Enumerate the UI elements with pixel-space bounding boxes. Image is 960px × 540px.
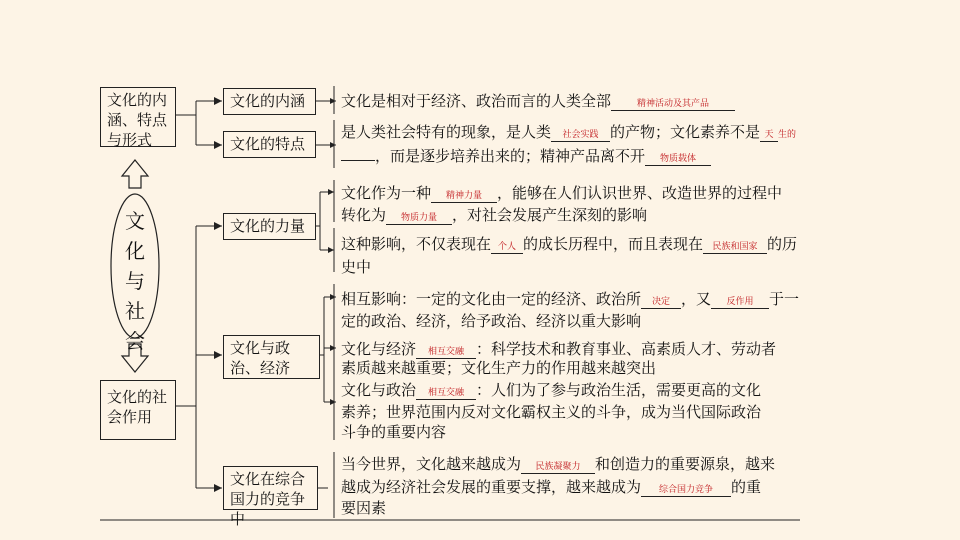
text: 素养；世界范围内反对文化霸权主义的斗争，成为当代国际政治 — [341, 403, 762, 421]
line-1 — [341, 89, 735, 113]
answer-blank: 反作用 — [711, 296, 769, 309]
text: 文化与政治 — [341, 381, 417, 399]
answer-blank: 综合国力竞争 — [641, 484, 731, 497]
line-11 — [341, 356, 656, 380]
branch-jingzheng — [223, 466, 318, 528]
text: 的产物；文化素养不是 — [610, 123, 761, 141]
line-15 — [341, 452, 775, 476]
text: 越成为经济社会发展的重要支撑，越来越成为 — [341, 478, 642, 496]
text: 的重 — [731, 478, 762, 496]
text: 生的 — [778, 130, 797, 140]
text: ：科学技术和教育事业、高素质人才、劳动者 — [476, 340, 777, 358]
text: 定的政治、经济，给予政治、经济以重大影响 — [341, 312, 642, 330]
text: 的成长历程中，而且表现在 — [523, 235, 704, 253]
text: 史中 — [341, 258, 372, 276]
text: 文化作为一种 — [341, 184, 432, 202]
box-content-features-forms — [100, 87, 176, 147]
text: 当今世界，文化越来越成为 — [341, 455, 522, 473]
answer-blank: 决定 — [641, 296, 681, 309]
text: 的历 — [767, 235, 798, 253]
branch-liliang — [223, 213, 316, 240]
text: 斗争的重要内容 — [341, 423, 447, 441]
line-9 — [341, 309, 641, 333]
answer-blank: 精神力量 — [431, 190, 497, 203]
line-2 — [341, 120, 796, 147]
line-3 — [341, 144, 711, 168]
answer-blank: 相互交融 — [416, 346, 476, 359]
branch-zhengzhi-label: 文化与政治、经济 — [230, 339, 291, 377]
answer-blank: 物质力量 — [386, 212, 452, 225]
answer-blank: 社会实践 — [551, 129, 610, 142]
answer-blank: 个人 — [491, 241, 523, 254]
center-title: 文化与社会 — [125, 209, 145, 353]
branch-zhengzhi-jingji — [223, 335, 320, 379]
text: 要因素 — [341, 499, 387, 517]
answer-blank: 天 — [760, 129, 778, 142]
box2-label: 文化的社会作用 — [107, 388, 168, 426]
text: ，能够在人们认识世界、改造世界的过程中 — [497, 184, 783, 202]
answer-blank: 相互交融 — [416, 387, 476, 400]
text: 转化为 — [341, 206, 387, 224]
box-social-role — [100, 380, 176, 440]
text: ：人们为了参与政治生活，需要更高的文化 — [476, 381, 762, 399]
branch-neihan-label: 文化的内涵 — [230, 92, 306, 110]
text: 素质越来越重要；文化生产力的作用越来越突出 — [341, 359, 657, 377]
branch-jingzheng-label: 文化在综合国力的竞争中 — [230, 470, 306, 528]
branch-liliang-label: 文化的力量 — [230, 217, 306, 235]
answer-blank: 民族凝聚力 — [521, 461, 595, 474]
line-7 — [341, 255, 371, 279]
text: 相互影响：一定的文化由一定的经济、政治所 — [341, 290, 642, 308]
text: ，而是逐步培养出来的；精神产品离不开 — [375, 147, 646, 165]
text: 文化是相对于经济、政治而言的人类全部 — [341, 92, 612, 110]
text: ，又 — [681, 290, 712, 308]
text: ，对社会发展产生深刻的影响 — [452, 206, 648, 224]
line-8 — [341, 287, 799, 311]
line-12 — [341, 378, 761, 402]
box1-label: 文化的内涵、特点与形式 — [107, 91, 168, 149]
branch-tedian-label: 文化的特点 — [230, 135, 306, 153]
text: 于一 — [769, 290, 800, 308]
answer-blank: 物质载体 — [645, 153, 711, 166]
answer-blank: 精神活动及其产品 — [611, 98, 735, 111]
answer-blank: 民族和国家 — [703, 241, 767, 254]
line-5 — [341, 203, 647, 227]
branch-tedian — [223, 131, 316, 158]
text: 文化与经济 — [341, 340, 417, 358]
branch-neihan — [223, 88, 316, 115]
line-14 — [341, 420, 446, 444]
line-6 — [341, 232, 797, 256]
line-17 — [341, 496, 386, 520]
text: 这种影响，不仅表现在 — [341, 235, 492, 253]
text: 是人类社会特有的现象，是人类 — [341, 123, 552, 141]
text: 和创造力的重要源泉，越来 — [595, 455, 776, 473]
line-16 — [341, 475, 761, 499]
line-4 — [341, 181, 782, 205]
